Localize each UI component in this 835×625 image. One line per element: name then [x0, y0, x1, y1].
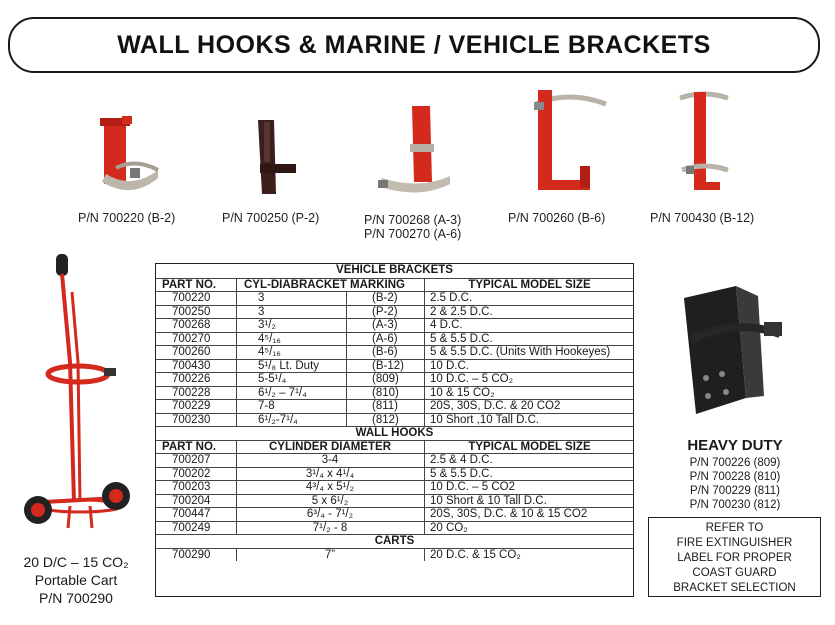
refer-line: COAST GUARD — [692, 567, 777, 579]
cylinder-diameter-cell: 3 — [258, 292, 265, 304]
heavy-duty-bracket-icon — [676, 278, 796, 422]
model-size-cell: 2 & 2.5 D.C. — [430, 305, 493, 318]
wall-column-headers — [156, 440, 633, 454]
cylinder-diameter-cell: 5 x 6¹/₂ — [311, 494, 349, 507]
bracket-marking-cell: (A-6) — [372, 332, 398, 345]
cylinder-diameter-cell: 5-5¹/₄ — [258, 373, 287, 385]
model-size-cell: 20S, 30S, D.C. & 20 CO2 — [430, 400, 561, 412]
table-row — [156, 386, 633, 400]
table-row — [156, 453, 633, 467]
marine-bracket-icon — [528, 88, 612, 200]
bracket-strap-icon — [96, 112, 168, 198]
refer-notice-box — [648, 517, 821, 597]
vehicle-section-header — [156, 264, 633, 278]
table-row — [156, 480, 633, 494]
section-title: WALL HOOKS — [355, 427, 434, 439]
product-caption: P/N 700268 (A-3) — [364, 213, 462, 227]
model-size-cell: 5 & 5.5 D.C. (Units With Hookeyes) — [430, 346, 611, 358]
bracket-marking-cell: (812) — [372, 413, 399, 426]
model-size-cell: 10 D.C. – 5 CO₂ — [430, 373, 514, 385]
heavy-duty-line: P/N 700230 (812) — [689, 499, 781, 511]
model-size-cell: 5 & 5.5 D.C. — [430, 332, 493, 345]
part-number-cell: 700250 — [172, 305, 211, 318]
wall-hook-icon — [248, 114, 300, 200]
cylinder-diameter-cell: 5¹/₈ Lt. Duty — [258, 359, 320, 372]
refer-line: LABEL FOR PROPER — [677, 552, 792, 564]
cart-caption-line2: Portable Cart — [34, 572, 118, 588]
cylinder-diameter-cell: 6¹/₂-7¹/₄ — [258, 413, 298, 426]
table-row — [156, 507, 633, 521]
bracket-spec-table — [155, 263, 634, 597]
table-row — [156, 399, 633, 413]
title-banner — [8, 17, 820, 73]
cylinder-diameter-cell: 7” — [324, 548, 336, 561]
column-header: CYLINDER DIAMETER — [268, 440, 392, 453]
cylinder-diameter-cell: 4⁵/₁₆ — [258, 332, 281, 345]
part-number-cell: 700268 — [172, 319, 211, 331]
part-number-cell: 700207 — [172, 454, 211, 466]
model-size-cell: 5 & 5.5 D.C. — [430, 467, 493, 480]
product-caption-secondary: P/N 700270 (A-6) — [364, 227, 462, 241]
bracket-strap-icon — [374, 104, 456, 200]
model-size-cell: 20S, 30S, D.C. & 10 & 15 CO2 — [430, 508, 588, 520]
table-row — [156, 548, 633, 562]
table-row — [156, 359, 633, 373]
cart-caption-line3: P/N 700290 — [39, 590, 113, 606]
table-row — [156, 305, 633, 319]
model-size-cell: 4 D.C. — [430, 319, 463, 331]
product-caption: P/N 700260 (B-6) — [508, 211, 606, 225]
part-number-cell: 700260 — [172, 346, 211, 358]
part-number-cell: 700229 — [172, 400, 211, 412]
table-row — [156, 467, 633, 481]
column-header: TYPICAL MODEL SIZE — [468, 278, 591, 291]
part-number-cell: 700270 — [172, 332, 211, 345]
refer-line: FIRE EXTINGUISHER — [676, 537, 793, 549]
part-number-cell: 700290 — [172, 548, 211, 561]
model-size-cell: 20 CO₂ — [430, 521, 468, 534]
table-row — [156, 332, 633, 346]
table-row — [156, 413, 633, 427]
vehicle-column-headers — [156, 278, 633, 292]
cylinder-diameter-cell: 7-8 — [258, 400, 275, 412]
part-number-cell: 700204 — [172, 494, 211, 507]
product-caption: P/N 700430 (B-12) — [650, 211, 755, 225]
column-header: PART NO. — [162, 440, 217, 453]
model-size-cell: 10 D.C. – 5 CO2 — [430, 481, 516, 493]
cylinder-diameter-cell: 3¹/₂ — [258, 319, 276, 331]
model-size-cell: 10 Short & 10 Tall D.C. — [430, 494, 547, 507]
part-number-cell: 700202 — [172, 467, 211, 480]
column-header: TYPICAL MODEL SIZE — [468, 440, 591, 453]
heavy-duty-title: HEAVY DUTY — [687, 437, 783, 454]
wall-hooks-section-header — [156, 426, 633, 440]
product-caption: P/N 700250 (P-2) — [222, 211, 320, 225]
cylinder-diameter-cell: 4⁵/₁₆ — [258, 346, 281, 358]
bracket-marking-cell: (B-2) — [372, 292, 398, 304]
bracket-marking-cell: (809) — [372, 373, 399, 385]
heavy-duty-line: P/N 700226 (809) — [689, 457, 781, 469]
model-size-cell: 2.5 D.C. — [430, 292, 473, 304]
bracket-marking-cell: (P-2) — [372, 305, 398, 318]
model-size-cell: 20 D.C. & 15 CO₂ — [430, 548, 521, 561]
model-size-cell: 10 D.C. — [430, 359, 469, 372]
table-row — [156, 291, 633, 305]
refer-line: REFER TO — [705, 522, 764, 534]
part-number-cell: 700203 — [172, 481, 211, 493]
cylinder-diameter-cell: 6¹/₂ – 7¹/₄ — [258, 386, 307, 399]
part-number-cell: 700447 — [172, 508, 211, 520]
table-row — [156, 521, 633, 535]
cylinder-diameter-cell: 3 — [258, 305, 265, 318]
model-size-cell: 10 Short ,10 Tall D.C. — [430, 413, 540, 426]
table-row — [156, 372, 633, 386]
bracket-marking-cell: (B-6) — [372, 346, 398, 358]
portable-cart-icon — [18, 252, 138, 548]
part-number-cell: 700226 — [172, 373, 211, 385]
column-header: PART NO. — [162, 278, 217, 291]
cylinder-diameter-cell: 6³/₄ - 7¹/₂ — [306, 508, 354, 520]
carts-section-header — [156, 534, 633, 548]
model-size-cell: 10 & 15 CO₂ — [430, 386, 495, 399]
cylinder-diameter-cell: 3-4 — [321, 454, 339, 466]
cart-caption-line1: 20 D/C – 15 CO₂ — [23, 554, 129, 570]
part-number-cell: 700249 — [172, 521, 211, 534]
section-title: CARTS — [374, 535, 415, 547]
vehicle-bracket-icon — [676, 90, 732, 200]
page-title: WALL HOOKS & MARINE / VEHICLE BRACKETS — [117, 30, 711, 59]
section-title: VEHICLE BRACKETS — [336, 264, 453, 276]
bracket-marking-cell: (B-12) — [372, 359, 404, 372]
cylinder-diameter-cell: 7¹/₂ - 8 — [312, 521, 348, 534]
table-row — [156, 318, 633, 332]
bracket-marking-cell: (811) — [372, 400, 398, 412]
refer-line: BRACKET SELECTION — [673, 582, 796, 594]
product-caption: P/N 700220 (B-2) — [78, 211, 176, 225]
part-number-cell: 700430 — [172, 359, 211, 372]
part-number-cell: 700230 — [172, 413, 211, 426]
cylinder-diameter-cell: 3¹/₄ x 4¹/₄ — [305, 467, 355, 480]
cylinder-diameter-cell: 4³/₄ x 5¹/₂ — [305, 481, 355, 493]
column-header: CYL-DIABRACKET MARKING — [244, 278, 405, 291]
part-number-cell: 700228 — [172, 386, 211, 399]
bracket-marking-cell: (810) — [372, 386, 399, 399]
heavy-duty-line: P/N 700228 (810) — [689, 471, 781, 483]
part-number-cell: 700220 — [172, 292, 211, 304]
model-size-cell: 2.5 & 4 D.C. — [430, 454, 493, 466]
table-row — [156, 494, 633, 508]
table-row — [156, 345, 633, 359]
bracket-marking-cell: (A-3) — [372, 319, 398, 331]
heavy-duty-line: P/N 700229 (811) — [690, 485, 780, 497]
